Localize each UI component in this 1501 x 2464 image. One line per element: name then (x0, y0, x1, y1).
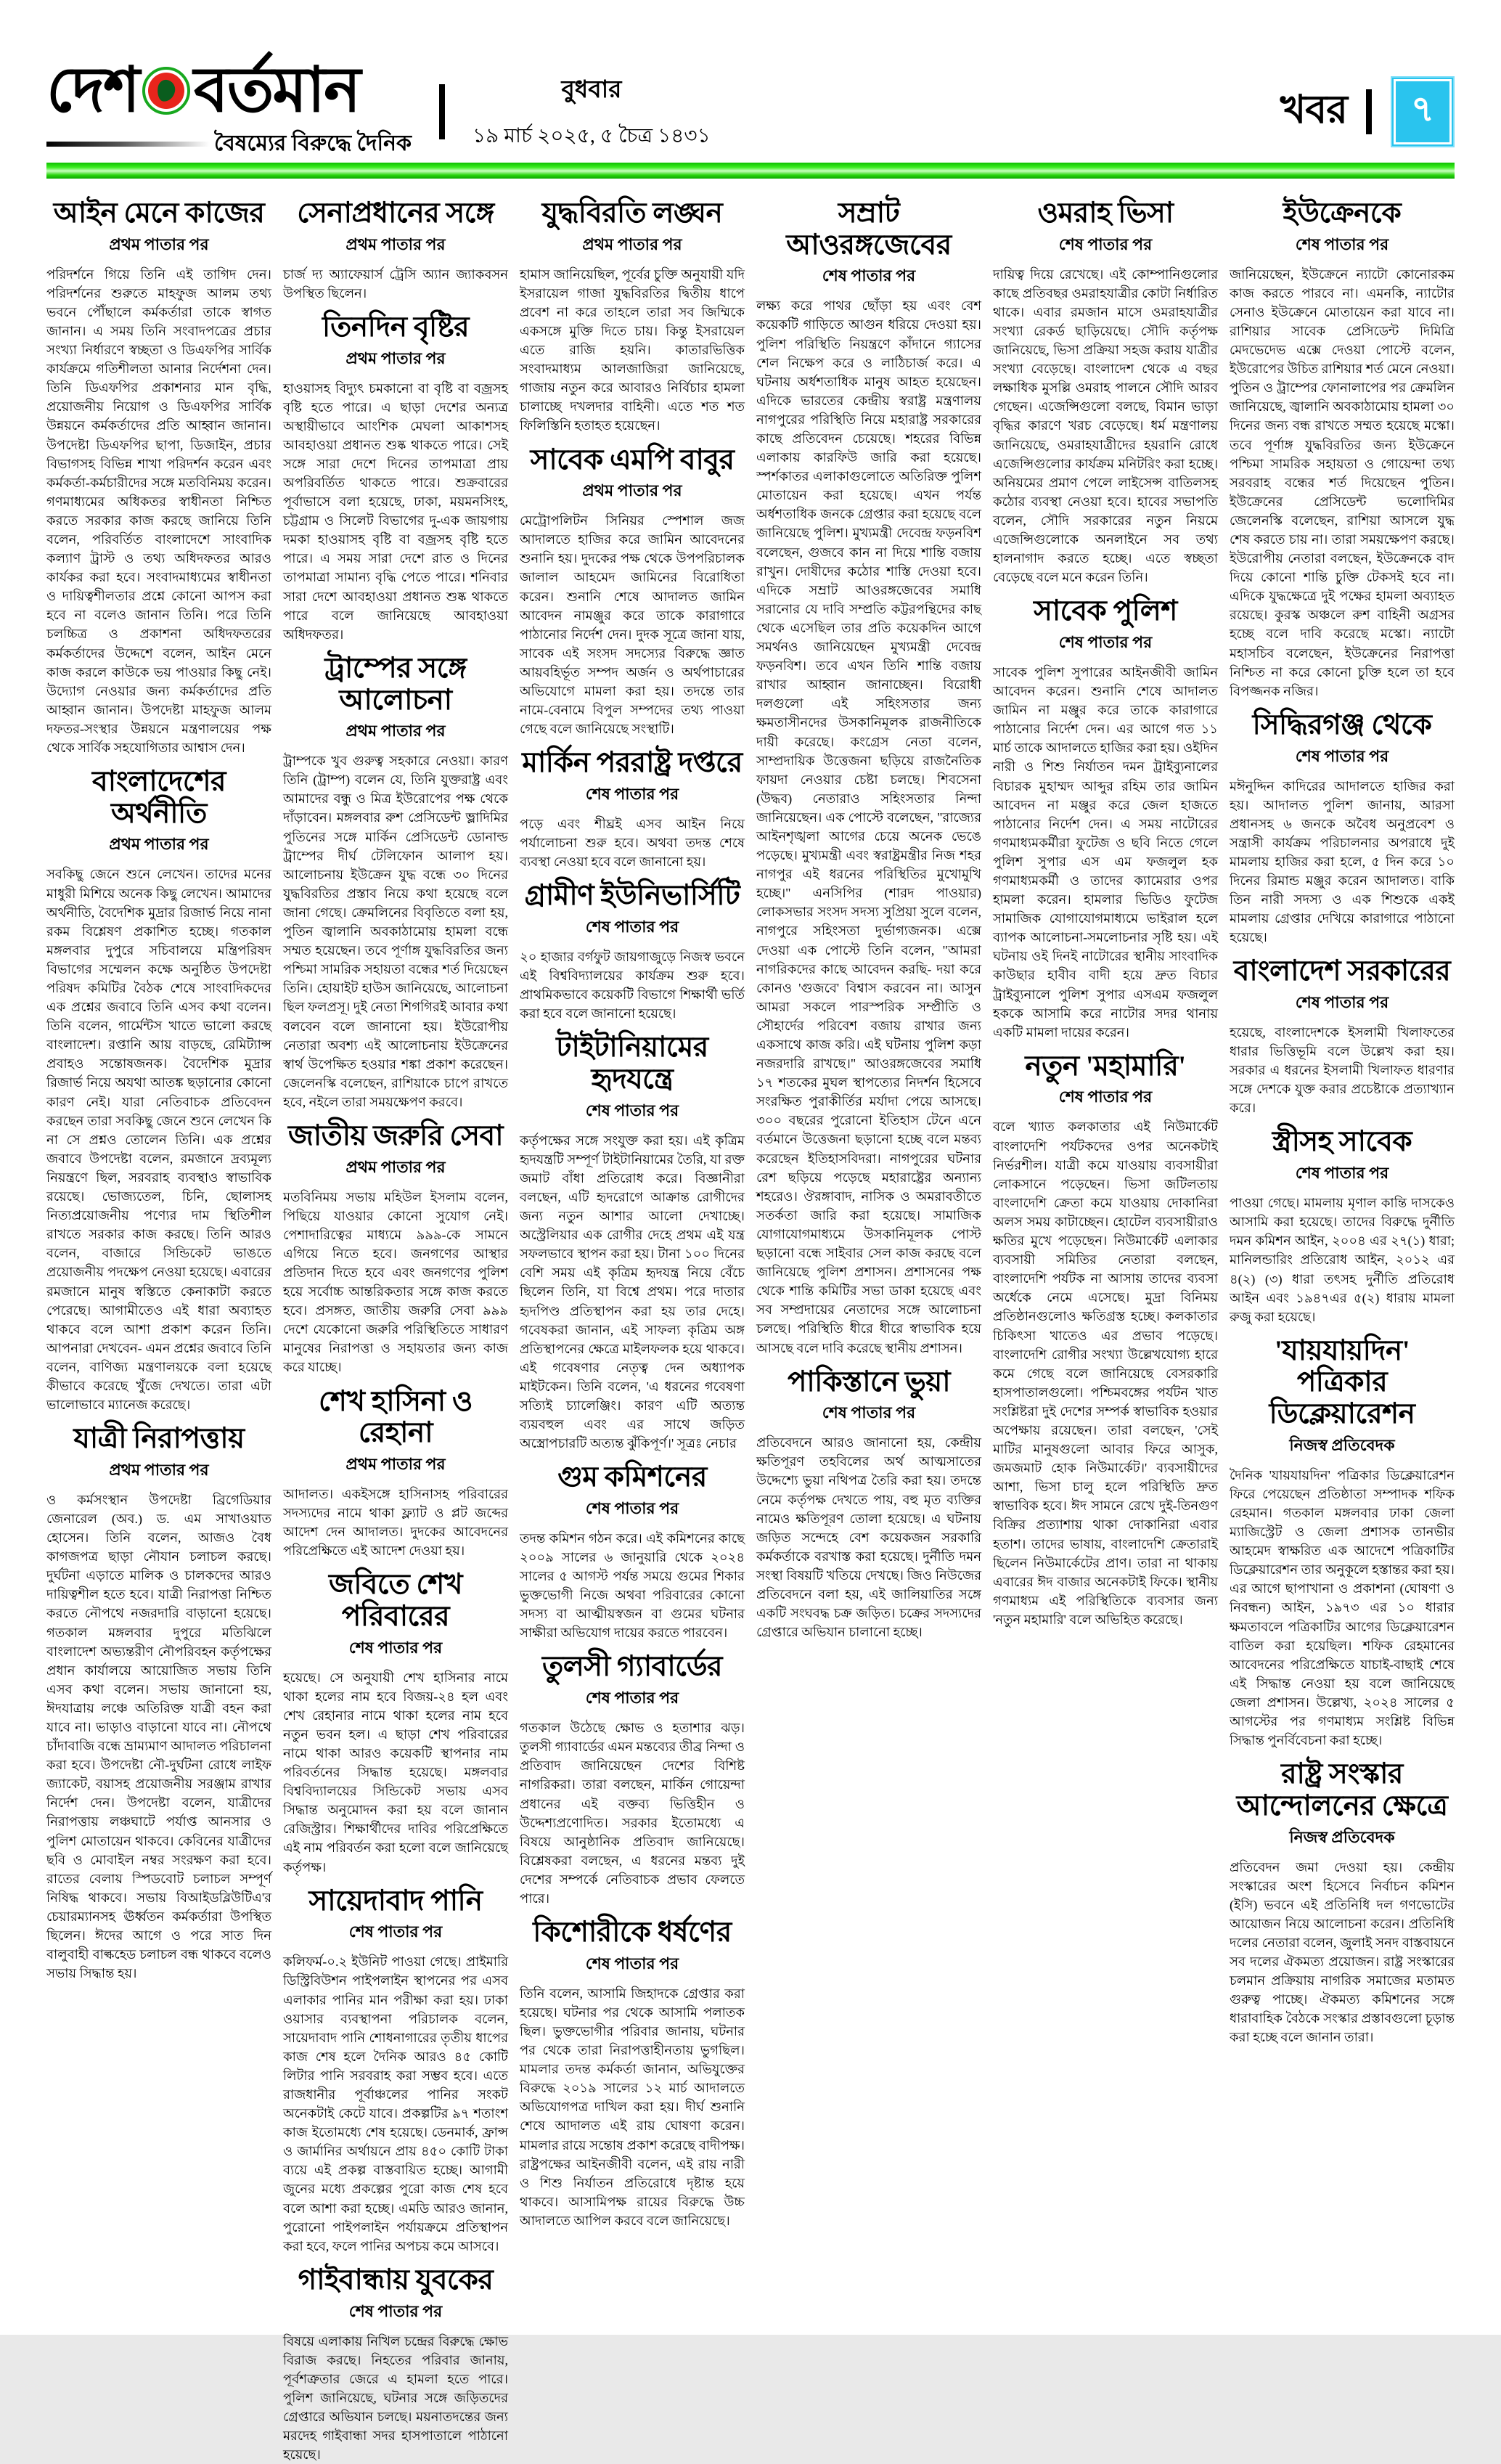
story-body: প্রতিবেদনে আরও জানানো হয়, কেন্দ্রীয় ক্ষতিপূরণ তহবিলের অর্থ আত্মসাতের উদ্দেশ্যে ভুয়া নথিপত্র তৈরি করা হয়। তদন্তে নেমে কর্তৃপক্ষ দেখতে পায়, বহু মৃত ব্যক্তির নামেও ক্ষতিপূরণ তোলা হয়েছে। এ ঘটনায় জড়িত সন্দেহে বেশ কয়েকজন সরকারি কর্মকর্তাকে বরখাস্ত করা হয়েছে। দুর্নীতি দমন সংস্থা বিষয়টি খতিয়ে দেখছে। জিও নিউজের প্রতিবেদনে বলা হয়, এই জালিয়াতির সঙ্গে একটি সংঘবদ্ধ চক্র জড়িত। চক্রের সদস্যদের গ্রেপ্তারে অভিযান চালানো হচ্ছে। (756, 1435, 981, 1640)
story-headline: ইউক্রেনকে (1283, 197, 1402, 229)
story (756, 1366, 981, 1642)
masthead-rule (46, 142, 210, 147)
story-subhead: শেষ পাতার পর (585, 784, 679, 803)
story (520, 1651, 745, 1908)
story-body: হয়েছে, বাংলাদেশকে ইসলামী খিলাফতের ধারার ভিত্তিভূমি বলে উল্লেখ করা হয়। সরকার এ ধরনের ইসলামী খিলাফত ধারণার সঙ্গে দেশকে যুক্ত করার প্রচেষ্টাকে প্রত্যাখ্যান করে। (1230, 1025, 1455, 1116)
story-headline: সম্রাট আওরঙ্গজেবের (786, 197, 952, 261)
story (1230, 1758, 1455, 2047)
story-body: লক্ষ্য করে পাথর ছোঁড়া হয় এবং বেশ কয়েকটি গাড়িতে আগুন ধরিয়ে দেওয়া হয়। পুলিশ পরিস্থিতি নিয়ন্ত্রণে কাঁদানে গ্যাসের শেল নিক্ষেপ করে ও লাঠিচার্জ করে। এ ঘটনায় অর্ধশতাধিক মানুষ আহত হয়েছেন। এদিকে ভারতের কেন্দ্রীয় স্বরাষ্ট্র মন্ত্রণালয় নাগপুরের পরিস্থিতি নিয়ে মহারাষ্ট্র সরকারের কাছে প্রতিবেদন চেয়েছে। শহরের বিভিন্ন এলাকায় কারফিউ জারি করা হয়েছে। স্পর্শকাতর এলাকাগুলোতে অতিরিক্ত পুলিশ মোতায়েন করা হয়েছে। এখন পর্যন্ত অর্ধশতাধিক জনকে গ্রেপ্তার করা হয়েছে বলে জানিয়েছে পুলিশ। মুখ্যমন্ত্রী দেবেন্দ্র ফড়নবিশ বলেছেন, গুজবে কান না দিয়ে শান্তি বজায় রাখুন। দোষীদের কঠোর শাস্তি দেওয়া হবে। এদিকে সম্রাট আওরঙ্গজেবের সমাধি সরানোর যে দাবি সম্প্রতি কট্টরপন্থিদের কাছ থেকে এসেছিল তার প্রতি কয়েকদিন আগে সমর্থনও জানিয়েছেন মুখ্যমন্ত্রী দেবেন্দ্র ফড়নবিশ। তবে এখন তিনি শান্তি বজায় রাখার আহ্বান জানাচ্ছেন। বিরোধী দলগুলো এই সহিংসতার জন্য ক্ষমতাসীনদের উসকানিমূলক রাজনীতিকে দায়ী করেছে। কংগ্রেস নেতা বলেন, সাম্প্রদায়িক উত্তেজনা ছড়িয়ে রাজনৈতিক ফায়দা নেওয়ার চেষ্টা চলছে। শিবসেনা (উদ্ধব) নেতারাও সহিংসতার নিন্দা জানিয়েছেন। এক পোস্টে বলেছেন, "রাজ্যের আইনশৃঙ্খলা আগের চেয়ে অনেক ভেঙে পড়েছে। মুখ্যমন্ত্রী এবং স্বরাষ্ট্রমন্ত্রীর নিজ শহর নাগপুর এই ধরনের পরিস্থিতির মুখোমুখি হচ্ছে।" এনসিপির (শারদ পাওয়ার) লোকসভার সংসদ সদস্য সুপ্রিয়া সুলে বলেন, নাগপুরে সহিংসতা দুর্ভাগ্যজনক। এক্সে দেওয়া এক পোস্টে তিনি বলেন, "আমরা নাগরিকদের কাছে আবেদন করছি- দয়া করে কোনও 'গুজবে' বিশ্বাস করবেন না। আসুন আমরা সকলে পারস্পরিক সম্প্রীতি ও সৌহার্দের পরিবেশ বজায় রাখার জন্য একসাথে কাজ করি। এই ঘটনায় পুলিশ কড়া নজরদারি রাখছে।" আওরঙ্গজেবের সমাধি ১৭ শতকের মুঘল স্থাপত্যের নিদর্শন হিসেবে সংরক্ষিত পুরাকীর্তির মর্যাদা পেয়ে আসছে। ৩০০ বছরের পুরোনো ইতিহাস টেনে এনে বর্তমানে উত্তেজনা ছড়ানো হচ্ছে বলে মন্তব্য করেছেন ইতিহাসবিদরা। নাগপুরের ঘটনার রেশ ছড়িয়ে পড়েছে মহারাষ্ট্রের অন্যান্য শহরেও। ঔরঙ্গাবাদ, নাসিক ও অমরাবতীতে সতর্কতা জারি করা হয়েছে। সামাজিক যোগাযোগমাধ্যমে উসকানিমূলক পোস্ট ছড়ানো বন্ধে সাইবার সেল কাজ করছে বলে জানিয়েছে পুলিশ প্রশাসন। প্রশাসনের পক্ষ থেকে শান্তি কমিটির সভা ডাকা হয়েছে এবং সব সম্প্রদায়ের নেতাদের সঙ্গে আলোচনা চলছে। পরিস্থিতি ধীরে ধীরে স্বাভাবিক হয়ে আসছে বলে দাবি করেছে স্থানীয় প্রশাসন। (756, 298, 981, 1355)
story-body: সবকিছু জেনে শুনে লেখেন। তাদের মনের মাধুরী মিশিয়ে অনেক কিছু লেখেন। আমাদের অর্থনীতি, বৈদেশিক মুদ্রার রিজার্ভ নিয়ে নানা রকম বিশ্লেষণ প্রকাশিত হচ্ছে। গতকাল মঙ্গলবার দুপুরে সচিবালয়ে মন্ত্রিপরিষদ বিভাগের সম্মেলন কক্ষে অনুষ্ঠিত উপদেষ্টা পরিষদ কমিটির বৈঠক শেষে সাংবাদিকদের এক প্রশ্নের জবাবে তিনি এসব কথা বলেন। তিনি বলেন, গার্মেন্টস খাতে ভালো করছে বাংলাদেশ। রপ্তানি আয় বাড়ছে, রেমিট্যান্স প্রবাহও সন্তোষজনক। বৈদেশিক মুদ্রার রিজার্ভ নিয়ে অযথা আতঙ্ক ছড়ানোর কোনো কারণ নেই। যারা নেতিবাচক প্রতিবেদন করছেন তারা সবকিছু জেনে শুনে লেখেন কি না সে প্রশ্নও তোলেন তিনি। এক প্রশ্নের জবাবে উপদেষ্টা বলেন, রমজানে দ্রব্যমূল্য নিয়ন্ত্রণে ছিল, সরবরাহ ব্যবস্থাও স্বাভাবিক রয়েছে। ভোজ্যতেল, চিনি, ছোলাসহ নিত্যপ্রয়োজনীয় পণ্যের দাম স্থিতিশীল রাখতে সরকার কাজ করছে। তিনি আরও বলেন, বাজারে সিন্ডিকেট ভাঙতে প্রয়োজনীয় পদক্ষেপ নেওয়া হয়েছে। এবারের রমজানে মানুষ স্বস্তিতে কেনাকাটা করতে পেরেছে। আগামীতেও এই ধারা অব্যাহত থাকবে বলে আশা প্রকাশ করেন তিনি। আপনারা দেখবেন- এমন প্রশ্নের জবাবে তিনি বলেন, বাণিজ্য মন্ত্রণালয়কে বলা হয়েছে কীভাবে করেছে খুঁজে দেখতে। তারা এটা ভালোভাবে ম্যানেজ করেছে। (46, 867, 271, 1413)
story-body: প্রতিবেদন জমা দেওয়া হয়। কেন্দ্রীয় সংস্কারের অংশ হিসেবে নির্বাচন কমিশন (ইসি) ভবনে এই প্রতিনিধি দল গণভোটের আয়োজন নিয়ে আলোচনা করেন। প্রতিনিধি দলের নেতারা বলেন, জুলাই সনদ বাস্তবায়নে সব দলের ঐকমত্য প্রয়োজন। রাষ্ট্র সংস্কারের চলমান প্রক্রিয়ায় নাগরিক সমাজের মতামত গুরুত্ব পাচ্ছে। ঐকমত্য কমিশনের সঙ্গে ধারাবাহিক বৈঠকে সংস্কার প্রস্তাবগুলো চূড়ান্ত করা হচ্ছে বলে জানান তারা। (1230, 1859, 1455, 2045)
story-subhead: শেষ পাতার পর (348, 1922, 443, 1941)
story (46, 197, 271, 757)
story (993, 197, 1218, 587)
story-headline: ওমরাহ ভিসা (1037, 197, 1174, 229)
story-headline: তিনদিন বৃষ্টির (322, 311, 470, 343)
story-headline: সেনাপ্রধানের সঙ্গে (297, 197, 494, 229)
story-headline: শেখ হাসিনা ও রেহানা (318, 1385, 473, 1449)
story-body: পড়ে এবং শীঘ্রই এসব আইন নিয়ে পর্যালোচনা শুরু হবে। অথবা তদন্ত শেষে ব্যবস্থা নেওয়া হবে বলে জানানো হয়। (520, 816, 745, 870)
story-body: তিনি বলেন, আসামি জিহাদকে গ্রেপ্তার করা হয়েছে। ঘটনার পর থেকে আসামি পলাতক ছিল। ভুক্তভোগীর পরিবার জানায়, ঘটনার পর থেকে তারা নিরাপত্তাহীনতায় ভুগছিল। মামলার তদন্ত কর্মকর্তা জানান, অভিযুক্তের বিরুদ্ধে ২০১৯ সালের ১২ মার্চ আদালতে অভিযোগপত্র দাখিল করা হয়। দীর্ঘ শুনানি শেষে আদালত এই রায় ঘোষণা করেন। মামলার রায়ে সন্তোষ প্রকাশ করেছে বাদীপক্ষ। রাষ্ট্রপক্ষের আইনজীবী বলেন, এই রায় নারী ও শিশু নির্যাতন প্রতিরোধে দৃষ্টান্ত হয়ে থাকবে। আসামিপক্ষ রায়ের বিরুদ্ধে উচ্চ আদালতে আপিল করবে বলে জানিয়েছে। (520, 1986, 745, 2228)
story-body: গতকাল উঠেছে ক্ষোভ ও হতাশার ঝড়। তুলসী গ্যাবার্ডের এমন মন্তব্যের তীব্র নিন্দা ও প্রতিবাদ জানিয়েছেন দেশের বিশিষ্ট নাগরিকরা। তারা বলছেন, মার্কিন গোয়েন্দা প্রধানের এই বক্তব্য ভিত্তিহীন ও উদ্দেশ্যপ্রণোদিত। সরকার ইতোমধ্যে এ বিষয়ে আনুষ্ঠানিক প্রতিবাদ জানিয়েছে। বিশ্লেষকরা বলছেন, এ ধরনের মন্তব্য দুই দেশের সম্পর্কে নেতিবাচক প্রভাব ফেলতে পারে। (520, 1721, 745, 1906)
story-body: কর্তৃপক্ষের সঙ্গে সংযুক্ত করা হয়। এই কৃত্রিম হৃদযন্ত্রটি সম্পূর্ণ টাইটানিয়ামের তৈরি, যা রক্ত জমাট বাঁধা প্রতিরোধ করে। বিজ্ঞানীরা বলছেন, এটি হৃদরোগে আক্রান্ত রোগীদের জন্য নতুন আশার আলো দেখাচ্ছে। অস্ট্রেলিয়ার এক রোগীর দেহে প্রথম এই যন্ত্র সফলভাবে স্থাপন করা হয়। টানা ১০০ দিনের বেশি সময় এই কৃত্রিম হৃদযন্ত্র নিয়ে বেঁচে ছিলেন তিনি, যা বিশ্বে প্রথম। পরে দাতার হৃদপিণ্ড প্রতিস্থাপন করা হয় তার দেহে। গবেষকরা জানান, এই সাফল্য কৃত্রিম অঙ্গ প্রতিস্থাপনের ক্ষেত্রে মাইলফলক হয়ে থাকবে। এই গবেষণার নেতৃত্ব দেন অধ্যাপক মাইটকেন। তিনি বলেন, 'এ ধরনের গবেষণা সত্যিই চ্যালেঞ্জিং। কারণ এটি অত্যন্ত ব্যয়বহুল এবং এর সাথে জড়িত অস্ত্রোপচারটি অত্যন্ত ঝুঁকিপূর্ণ।' সূত্রঃ নেচার (520, 1133, 745, 1451)
story (520, 747, 745, 871)
newspaper-column-2 (283, 189, 508, 2463)
story (520, 1461, 745, 1642)
story (520, 197, 745, 436)
story-headline: সায়েদাবাদ পানি (308, 1885, 483, 1917)
page-number-badge (1391, 76, 1455, 147)
story-subhead: প্রথম পাতার পর (109, 234, 209, 253)
story-subhead: প্রথম পাতার পর (345, 722, 446, 741)
story (1230, 709, 1455, 947)
story (46, 766, 271, 1414)
story-subhead: প্রথম পাতার পর (109, 835, 209, 854)
story-body: ২০ হাজার বর্গফুট জায়গাজুড়ে নিজস্ব ভবনে এই বিশ্ববিদ্যালয়ের কার্যক্রম শুরু হবে। প্রাথমিকভাবে কয়েকটি বিভাগে শিক্ষার্থী ভর্তি করা হবে বলে জানানো হয়েছে। (520, 949, 745, 1021)
story-subhead: শেষ পাতার পর (1295, 234, 1389, 253)
story-body: দৈনিক 'যায়যায়দিন' পত্রিকার ডিক্লেয়ারেশন ফিরে পেয়েছেন প্রতিষ্ঠাতা সম্পাদক শফিক রেহমান। গতকাল মঙ্গলবার ঢাকা জেলা ম্যাজিস্ট্রেট ও জেলা প্রশাসক তানভীর আহমেদ স্বাক্ষরিত এক আদেশে পত্রিকাটির ডিক্লেয়ারেশন তার অনুকূলে হস্তান্তর করা হয়। এর আগে ছাপাখানা ও প্রকাশনা (ঘোষণা ও নিবন্ধন) আইন, ১৯৭৩ এর ১০ ধারার ক্ষমতাবলে পত্রিকাটির আগের ডিক্লেয়ারেশন বাতিল করা হয়েছিল। শফিক রেহমানের আবেদনের পরিপ্রেক্ষিতে যাচাই-বাছাই শেষে এই সিদ্ধান্ত নেওয়া হয় বলে জানিয়েছে জেলা প্রশাসন। উল্লেখ্য, ২০২৪ সালের ৫ আগস্টের পর গণমাধ্যম সংশ্লিষ্ট বিভিন্ন সিদ্ধান্ত পুনর্বিবেচনা করা হচ্ছে। (1230, 1467, 1455, 1748)
header-divider-icon (439, 84, 445, 139)
story-headline: সাবেক এমপি বাবুর (530, 444, 735, 476)
story-headline: যাত্রী নিরাপত্তায় (73, 1423, 245, 1455)
story-subhead: শেষ পাতার পর (1058, 632, 1153, 651)
story-headline: গ্রামীণ ইউনিভার্সিটি (524, 880, 740, 912)
story-headline: নতুন 'মহামারি' (1025, 1050, 1186, 1082)
newspaper-column-6 (1230, 189, 1455, 2287)
story-subhead: প্রথম পাতার পর (345, 1157, 446, 1176)
story-subhead: শেষ পাতার পর (1295, 746, 1389, 765)
story-subhead: নিজস্ব প্রতিবেদক (1289, 1827, 1395, 1846)
masthead-title-part1: দেশ (46, 54, 139, 125)
story-headline: রাষ্ট্র সংস্কার আন্দোলনের ক্ষেত্রে (1236, 1758, 1448, 1822)
story-body: হাওয়াসহ বিদ্যুৎ চমকানো বা বৃষ্টি বা বজ্রসহ বৃষ্টি হতে পারে। এ ছাড়া দেশের অন্যত্র অস্থায়ীভাবে আংশিক মেঘলা আকাশসহ আবহাওয়া প্রধানত শুষ্ক থাকতে পারে। সেই সঙ্গে সারা দেশে দিনের তাপমাত্রা প্রায় অপরিবর্তিত থাকতে পারে। শুক্রবারের পূর্বাভাসে বলা হয়েছে, ঢাকা, ময়মনসিংহ, চট্টগ্রাম ও সিলেট বিভাগের দু-এক জায়গায় দমকা হাওয়াসহ বৃষ্টি বা বজ্রসহ বৃষ্টি হতে পারে। এ সময় সারা দেশে রাত ও দিনের তাপমাত্রা সামান্য বৃদ্ধি পেতে পারে। শনিবার সারা দেশে আবহাওয়া প্রধানত শুষ্ক থাকতে পারে বলে জানিয়েছে আবহাওয়া অধিদফতর। (283, 380, 508, 642)
story-subhead: শেষ পাতার পর (585, 917, 679, 936)
story (1230, 197, 1455, 701)
story-body: আদালত। একইসঙ্গে হাসিনাসহ পরিবারের সদস্যদের নামে থাকা ফ্ল্যাট ও প্লট জব্দের আদেশ দেন আদালত। দুদকের আবেদনের পরিপ্রেক্ষিতে এই আদেশ দেওয়া হয়। (283, 1486, 508, 1559)
article-grid (46, 189, 1455, 2463)
story-subhead: প্রথম পাতার পর (345, 1454, 446, 1473)
story (283, 653, 508, 1111)
masthead-title-part2: বর্তমান (193, 54, 360, 125)
story-headline: গুম কমিশনের (557, 1461, 707, 1493)
story-headline: টাইটানিয়ামের হৃদযন্ত্রে (556, 1032, 708, 1095)
story-headline: পাকিস্তানে ভুয়া (787, 1366, 951, 1398)
edition-day: বুধবার (561, 76, 622, 103)
story-subhead: শেষ পাতার পর (1295, 993, 1389, 1012)
story-subhead: প্রথম পাতার পর (109, 1460, 209, 1479)
story-body: দায়িত্ব দিয়ে রেখেছে। এই কোম্পানিগুলোর কাছে প্রতিবছর ওমরাহযাত্রীর কোটা নির্ধারিত থাকে। এবার রমজান মাসে ওমরাহযাত্রীর সংখ্যা রেকর্ড ছাড়িয়েছে। সৌদি কর্তৃপক্ষ জানিয়েছে, ভিসা প্রক্রিয়া সহজ করায় যাত্রীর সংখ্যা বেড়েছে। বাংলাদেশ থেকে এ বছর লক্ষাধিক মুসল্লি ওমরাহ পালনে সৌদি আরব গেছেন। এজেন্সিগুলো বলছে, বিমান ভাড়া বৃদ্ধির কারণে খরচ বেড়েছে। ধর্ম মন্ত্রণালয় জানিয়েছে, ওমরাহযাত্রীদের হয়রানি রোধে এজেন্সিগুলোর কার্যক্রম মনিটরিং করা হচ্ছে। অনিয়মের প্রমাণ পেলে লাইসেন্স বাতিলসহ কঠোর ব্যবস্থা নেওয়া হবে। হাবের সভাপতি বলেন, সৌদি সরকারের নতুন নিয়মে এজেন্সিগুলোকে অনলাইনে সব তথ্য হালনাগাদ করতে হচ্ছে। এতে স্বচ্ছতা বেড়েছে বলে মনে করেন তিনি। (993, 266, 1218, 585)
story-subhead: প্রথম পাতার পর (345, 234, 446, 253)
story-subhead: শেষ পাতার পর (1058, 234, 1153, 253)
newspaper-column-1 (46, 189, 271, 2287)
story-subhead: শেষ পাতার পর (1295, 1164, 1389, 1183)
masthead-logo-block (46, 54, 412, 163)
accent-bar (46, 163, 1455, 179)
story (993, 595, 1218, 1042)
story-body: কলিফর্ম-০.২ ইউনিট পাওয়া গেছে। প্রাইমারি ডিস্ট্রিবিউশন পাইপলাইন স্থাপনের পর এসব এলাকার পানির মান পরীক্ষা করা হয়। ঢাকা ওয়াসার ব্যবস্থাপনা পরিচালক বলেন, সায়েদাবাদ পানি শোধনাগারের তৃতীয় ধাপের কাজ শেষ হলে দৈনিক আরও ৪৫ কোটি লিটার পানি সরবরাহ করা সম্ভব হবে। এতে রাজধানীর পূর্বাঞ্চলের পানির সংকট অনেকটাই কেটে যাবে। প্রকল্পটির ৯৭ শতাংশ কাজ ইতোমধ্যে শেষ হয়েছে। ডেনমার্ক, ফ্রান্স ও জার্মানির অর্থায়নে প্রায় ৪৫০ কোটি টাকা ব্যয়ে এই প্রকল্প বাস্তবায়িত হচ্ছে। আগামী জুনের মধ্যে প্রকল্পের পুরো কাজ শেষ হবে বলে আশা করা হচ্ছে। এমডি আরও জানান, পুরোনো পাইপলাইন পর্যায়ক্রমে প্রতিস্থাপন করা হবে, ফলে পানির অপচয় কমে আসবে। (283, 1954, 508, 2253)
story (283, 1120, 508, 1377)
story-body: পরিদর্শনে গিয়ে তিনি এই তাগিদ দেন। পরিদর্শনের শুরুতে মাহফুজ আলম তথ্য ভবনে পৌঁছালে কর্মকর্তারা তাকে স্বাগত জানান। এ সময় তিনি সংবাদপত্রের প্রচার সংখ্যা নির্ধারণে স্বচ্ছতা ও ডিএফপির সার্বিক কার্যক্রমে গতিশীলতা আনার নির্দেশনা দেন। তিনি ডিএফপির প্রকাশনার মান বৃদ্ধি, প্রয়োজনীয় নিয়োগ ও ডিএফপির সার্বিক উন্নয়নে কর্মকর্তাদের প্রতি আহ্বান জানান। উপদেষ্টা ডিএফপির ছাপা, ডিজাইন, প্রচার বিভাগসহ বিভিন্ন শাখা পরিদর্শন করেন এবং কর্মকর্তা-কর্মচারীদের সঙ্গে মতবিনিময় করেন। গণমাধ্যমের অধিকতর স্বাধীনতা নিশ্চিত করতে সরকার কাজ করছে জানিয়ে তিনি বলেন, পরিবর্তিত বাংলাদেশে সাংবাদিক কল্যাণ ট্রাস্ট ও তথ্য অধিদফতর আরও কার্যকর করা হবে। সংবাদমাধ্যমের স্বাধীনতা ও দায়িত্বশীলতার প্রশ্নে কোনো আপস করা হবে না বলেও জানান তিনি। পরে তিনি চলচ্চিত্র ও প্রকাশনা অধিদফতরের কর্মকর্তাদের উদ্দেশে বলেন, আইন মেনে কাজ করলে কাউকে ভয় পাওয়ার কিছু নেই। উদ্যোগ নেওয়ার জন্য কর্মকর্তাদের প্রতি আহ্বান জানান। উপদেষ্টা মাহফুজ আলম দফতর-সংস্থার উন্নয়নে মন্ত্রণালয়ের পক্ষ থেকে সার্বিক সহযোগিতার আশ্বাস দেন। (46, 266, 271, 756)
story-subhead: শেষ পাতার পর (348, 2301, 443, 2320)
masthead-tagline: বৈষম্যের বিরুদ্ধে দৈনিক (214, 131, 412, 156)
story (993, 1051, 1218, 1629)
story-headline: কিশোরীকে ধর্ষণের (533, 1917, 732, 1949)
story (283, 1386, 508, 1561)
story-subhead: প্রথম পাতার পর (345, 348, 446, 367)
story-subhead: প্রথম পাতার পর (582, 481, 682, 500)
story-headline: যুদ্ধবিরতি লঙ্ঘন (541, 197, 723, 229)
section-title: খবর (1280, 88, 1347, 131)
story-subhead: শেষ পাতার পর (585, 1101, 679, 1119)
story-headline: বাংলাদেশ সরকারের (1233, 955, 1451, 987)
story-headline: 'যায়যায়দিন' পত্রিকার ডিক্লেয়ারেশন (1269, 1334, 1415, 1430)
story (520, 880, 745, 1023)
story (520, 1917, 745, 2230)
story-headline: গাইবান্ধায় যুবকের (298, 2264, 494, 2296)
story-headline: সিদ্ধিরগঞ্জ থেকে (1252, 709, 1432, 741)
edition-date: ১৯ মার্চ ২০২৫, ৫ চৈত্র ১৪৩১ (473, 124, 711, 147)
story-headline: জাতীয় জরুরি সেবা (287, 1119, 504, 1151)
story (283, 311, 508, 644)
story (283, 1885, 508, 2256)
story-body: ও কর্মসংস্থান উপদেষ্টা ব্রিগেডিয়ার জেনারেল (অব.) ড. এম সাখাওয়াত হোসেন। তিনি বলেন, আজও বৈধ কাগজপত্র ছাড়া নৌযান চলাচল করছে। দুর্ঘটনা এড়াতে মালিক ও চালকদের আরও দায়িত্বশীল হতে হবে। যাত্রী নিরাপত্তা নিশ্চিত করতে নৌপথে নজরদারি বাড়ানো হয়েছে। গতকাল মঙ্গলবার দুপুরে মতিঝিলে বাংলাদেশ অভ্যন্তরীণ নৌপরিবহন কর্তৃপক্ষের প্রধান কার্যালয়ে আয়োজিত সভায় তিনি এসব কথা বলেন। সভায় জানানো হয়, ঈদযাত্রায় লঞ্চে অতিরিক্ত যাত্রী বহন করা যাবে না। ভাড়াও বাড়ানো যাবে না। নৌপথে চাঁদাবাজি বন্ধে ভ্রাম্যমাণ আদালত পরিচালনা করা হবে। উপদেষ্টা নৌ-দুর্ঘটনা রোধে লাইফ জ্যাকেট, বয়াসহ প্রয়োজনীয় সরঞ্জাম রাখার নির্দেশ দেন। উপদেষ্টা বলেন, যাত্রীদের নিরাপত্তায় লঞ্চঘাটে পর্যাপ্ত আনসার ও পুলিশ মোতায়েন থাকবে। কেবিনের যাত্রীদের ছবি ও মোবাইল নম্বর সংরক্ষণ করা হবে। রাতের বেলায় স্পিডবোট চলাচল সম্পূর্ণ নিষিদ্ধ থাকবে। সভায় বিআইডব্লিউটিএ'র চেয়ারম্যানসহ ঊর্ধ্বতন কর্মকর্তারা উপস্থিত ছিলেন। ঈদের আগে ও পরে সাত দিন বালুবাহী বাল্কহেড চলাচল বন্ধ থাকবে বলেও সভায় সিদ্ধান্ত হয়। (46, 1492, 271, 1981)
story-body: মেট্রোপলিটন সিনিয়র স্পেশাল জজ আদালতে হাজির করে জামিন আবেদনের শুনানি হয়। দুদকের পক্ষ থেকে উপপরিচালক জালাল আহমেদ জামিনের বিরোধিতা করেন। শুনানি শেষে আদালত জামিন আবেদন নামঞ্জুর করে তাকে কারাগারে পাঠানোর নির্দেশ দেন। দুদক সূত্রে জানা যায়, সাবেক এই সংসদ সদস্যের বিরুদ্ধে জ্ঞাত আয়বহির্ভূত সম্পদ অর্জন ও অর্থপাচারের অভিযোগে মামলা করা হয়। তদন্তে তার নামে-বেনামে বিপুল সম্পদের তথ্য পাওয়া গেছে বলে জানিয়েছে সংস্থাটি। (520, 513, 745, 737)
story-body: চার্জ দ্য অ্যাফেয়ার্স ট্রেসি অ্যান জ্যাকবসন উপস্থিত ছিলেন। (283, 266, 508, 301)
story-subhead: শেষ পাতার পর (585, 1689, 679, 1708)
newspaper-column-4 (756, 189, 981, 2287)
story-headline: স্ত্রীসহ সাবেক (1272, 1126, 1412, 1158)
page-number: ৭ (1394, 79, 1452, 144)
story (756, 197, 981, 1358)
story-subhead: নিজস্ব প্রতিবেদক (1289, 1435, 1395, 1454)
masthead-logo-icon (142, 67, 190, 115)
story-body: বিষয়ে এলাকায় নিখিল চন্দ্রের বিরুদ্ধে ক্ষোভ বিরাজ করছে। নিহতের পরিবার জানায়, পূর্বশত্রুতার জেরে এ হামলা হতে পারে। পুলিশ জানিয়েছে, ঘটনার সঙ্গে জড়িতদের গ্রেপ্তারে অভিযান চলছে। ময়নাতদন্তের জন্য মরদেহ গাইবান্ধা সদর হাসপাতালে পাঠানো হয়েছে। (283, 2333, 508, 2463)
story-body: পাওয়া গেছে। মামলায় মৃণাল কান্তি দাসকেও আসামি করা হয়েছে। তাদের বিরুদ্ধে দুর্নীতি দমন কমিশন আইন, ২০০৪ এর ২৭(১) ধারা; মানিলন্ডারিং প্রতিরোধ আইন, ২০১২ এর ৪(২) (৩) ধারা তৎসহ দুর্নীতি প্রতিরোধ আইন এবং ১৯৪৭এর ৫(২) ধারায় মামলা রুজু করা হয়েছে। (1230, 1196, 1455, 1324)
story (1230, 1335, 1455, 1750)
story-headline: জবিতে শেখ পরিবারের (329, 1569, 462, 1632)
story-body: মতবিনিময় সভায় মহিউল ইসলাম বলেন, পিছিয়ে যাওয়ার কোনো সুযোগ নেই। পেশাদারিত্বের মাধ্যমে ৯৯৯-কে সামনে এগিয়ে নিতে হবে। জনগণের আস্থার প্রতিদান দিতে হবে এবং জনগণের পুলিশ হয়ে সর্বোচ্চ আন্তরিকতার সঙ্গে কাজ করতে হবে। প্রসঙ্গত, জাতীয় জরুরি সেবা ৯৯৯ দেশে যেকোনো জরুরি পরিস্থিতিতে সাধারণ মানুষের নিরাপত্তা ও সহায়তার জন্য কাজ করে যাচ্ছে। (283, 1189, 508, 1375)
story-subhead: প্রথম পাতার পর (582, 234, 682, 253)
story-subhead: শেষ পাতার পর (348, 1638, 443, 1657)
story-body: বলে খ্যাত কলকাতার এই নিউমার্কেট বাংলাদেশি পর্যটকদের ওপর অনেকটাই নির্ভরশীল। যাত্রী কমে যাওয়ায় ব্যবসায়ীরা লোকসানে পড়েছেন। ভিসা জটিলতায় বাংলাদেশি ক্রেতা কমে যাওয়ায় দোকানিরা অলস সময় কাটাচ্ছেন। হোটেল ব্যবসায়ীরাও ক্ষতির মুখে পড়েছেন। নিউমার্কেট এলাকার ব্যবসায়ী সমিতির নেতারা বলছেন, বাংলাদেশি পর্যটক না আসায় তাদের ব্যবসা অর্ধেকে নেমে এসেছে। মুদ্রা বিনিময় প্রতিষ্ঠানগুলোও ক্ষতিগ্রস্ত হচ্ছে। কলকাতার চিকিৎসা খাতেও এর প্রভাব পড়েছে। বাংলাদেশি রোগীর সংখ্যা উল্লেখযোগ্য হারে কমে গেছে বলে জানিয়েছে বেসরকারি হাসপাতালগুলো। পশ্চিমবঙ্গের পর্যটন খাত সংশ্লিষ্টরা দুই দেশের সম্পর্ক স্বাভাবিক হওয়ার অপেক্ষায় রয়েছেন। তারা বলছেন, 'সেই মাটির মানুষগুলো আবার ফিরে আসুক, জমজমাট হোক নিউমার্কেট।' ব্যবসায়ীদের আশা, ভিসা চালু হলে পরিস্থিতি দ্রুত স্বাভাবিক হবে। ঈদ সামনে রেখে দুই-তিনগুণ বিক্রির প্রত্যাশায় থাকা দোকানিরা এবার হতাশ। তাদের ভাষায়, বাংলাদেশি ক্রেতারাই ছিলেন নিউমার্কেটের প্রাণ। তারা না থাকায় এবারের ঈদ বাজার অনেকটাই ফিকে। স্থানীয় গণমাধ্যম এই পরিস্থিতিকে ব্যবসার জন্য 'নতুন মহামারি' বলে অভিহিত করেছে। (993, 1119, 1218, 1627)
story (1230, 1126, 1455, 1326)
section-divider-icon (1366, 89, 1372, 134)
story-body: হামাস জানিয়েছিল, পূর্বের চুক্তি অনুযায়ী যদি ইসরায়েল গাজা যুদ্ধবিরতির দ্বিতীয় ধাপে প্রবেশ না করে তাহলে তারা সব জিম্মিকে একসঙ্গে মুক্তি দিতে চায়। কিন্তু ইসরায়েল এতে রাজি হয়নি। কাতারভিত্তিক সংবাদমাধ্যম আলজাজিরা জানিয়েছে, গাজায় নতুন করে আবারও নির্বিচার হামলা চালাচ্ছে দখলদার বাহিনী। এতে শত শত ফিলিস্তিনি হতাহত হয়েছেন। (520, 266, 745, 433)
story (1230, 955, 1455, 1117)
story-body: হয়েছে। সে অনুযায়ী শেখ হাসিনার নামে থাকা হলের নাম হবে বিজয়-২৪ হল এবং শেখ রেহানার নামে থাকা হলের নাম হবে নতুন ভবন হল। এ ছাড়া শেখ পরিবারের নামে থাকা আরও কয়েকটি স্থাপনার নাম পরিবর্তনের সিদ্ধান্ত হয়েছে। মঙ্গলবার বিশ্ববিদ্যালয়ের সিন্ডিকেট সভায় এসব সিদ্ধান্ত অনুমোদন করা হয় বলে জানান রেজিস্ট্রার। শিক্ষার্থীদের দাবির পরিপ্রেক্ষিতে এই নাম পরিবর্তন করা হলো বলে জানিয়েছে কর্তৃপক্ষ। (283, 1670, 508, 1874)
story-subhead: শেষ পাতার পর (1058, 1088, 1153, 1106)
story-headline: বাংলাদেশের অর্থনীতি (91, 766, 226, 829)
story (46, 1423, 271, 1983)
story (283, 2264, 508, 2464)
masthead (46, 54, 1455, 158)
story-headline: মার্কিন পররাষ্ট্র দপ্তরে (522, 747, 743, 779)
story-subhead: শেষ পাতার পর (822, 1403, 916, 1422)
story-headline: সাবেক পুলিশ (1034, 595, 1177, 627)
story-body: ট্রাম্পকে খুব গুরুত্ব সহকারে নেওয়া। কারণ তিনি (ট্রাম্প) বলেন যে, তিনি যুক্তরাষ্ট্র এবং আমাদের বন্ধু ও মিত্র ইউরোপের পক্ষ থেকে দাঁড়াবেন। মঙ্গলবার রুশ প্রেসিডেন্ট ভ্লাদিমির পুতিনের সঙ্গে মার্কিন প্রেসিডেন্ট ডোনাল্ড ট্রাম্পের দীর্ঘ টেলিফোন আলাপ হয়। আলোচনায় ইউক্রেন যুদ্ধ বন্ধে ৩০ দিনের যুদ্ধবিরতির প্রস্তাব নিয়ে কথা হয়েছে বলে জানা গেছে। ক্রেমলিনের বিবৃতিতে বলা হয়, পুতিন জ্বালানি অবকাঠামোয় হামলা বন্ধে সম্মত হয়েছেন। তবে পূর্ণাঙ্গ যুদ্ধবিরতির জন্য পশ্চিমা সামরিক সহায়তা বন্ধের শর্ত দিয়েছেন তিনি। হোয়াইট হাউস জানিয়েছে, আলোচনা ছিল ফলপ্রসূ। দুই নেতা শিগগিরই আবার কথা বলবেন বলে জানানো হয়। ইউরোপীয় নেতারা অবশ্য এই আলোচনায় ইউক্রেনের স্বার্থ উপেক্ষিত হওয়ার শঙ্কা প্রকাশ করেছেন। জেলেনস্কি বলেছেন, রাশিয়াকে চাপে রাখতে হবে, নইলে তারা সময়ক্ষেপণ করবে। (283, 754, 508, 1109)
story (520, 444, 745, 739)
story-body: মঈনুদ্দিন কাদিরের আদালতে হাজির করা হয়। আদালত পুলিশ জানায়, আরসা প্রধানসহ ৬ জনকে অবৈধ অনুপ্রবেশ ও সন্ত্রাসী কার্যক্রম পরিচালনার অপরাধে দুই মামলায় হাজির করা হলে, ৫ দিন করে ১০ দিনের রিমান্ড মঞ্জুর করেন আদালত। বাকি তিন নারী সদস্য ও এক শিশুকে একই মামলায় গ্রেপ্তার দেখিয়ে কারাগারে পাঠানো হয়েছে। (1230, 778, 1455, 945)
story (283, 1569, 508, 1876)
story-subhead: শেষ পাতার পর (585, 1498, 679, 1517)
story-headline: ট্রাম্পের সঙ্গে আলোচনা (324, 652, 467, 716)
story-subhead: শেষ পাতার পর (585, 1954, 679, 1973)
story-body: সাবেক পুলিশ সুপারের আইনজীবী জামিন আবেদন করেন। শুনানি শেষে আদালত জামিন না মঞ্জুর করে তাকে কারাগারে পাঠানোর নির্দেশ দেন। এর আগে গত ১১ মার্চ তাকে আদালতে হাজির করা হয়। ওইদিন নারী ও শিশু নির্যাতন দমন ট্রাইব্যুনালের বিচারক মুহাম্মদ আব্দুর রহিম তার জামিন আবেদন না মঞ্জুর করে জেল হাজতে পাঠানোর নির্দেশ দেন। এ সময় নাটোরের গণমাধ্যমকর্মীরা ফুটেজ ও ছবি নিতে গেলে পুলিশ সুপার এস এম ফজলুল হক গণমাধ্যমকর্মী ও তাদের ক্যামেরার ওপর হামলা করেন। হামলার ভিডিও ফুটেজ সামাজিক যোগাযোগমাধ্যমে ভাইরাল হলে ব্যাপক আলোচনা-সমলোচনার সৃষ্টি হয়। এই ঘটনায় ওই দিনই নাটোরের স্থানীয় সাংবাদিক কাউছার হাবীব বাদী হয়ে দ্রুত বিচার ট্রাইব্যুনালে পুলিশ সুপার এসএম ফজলুল হককে আসামি করে নাটোর সদর থানায় একটি মামলা দায়ের করেন। (993, 664, 1218, 1040)
story (520, 1032, 745, 1453)
newspaper-column-3 (520, 189, 745, 2287)
newspaper-column-5 (993, 189, 1218, 2287)
story (283, 197, 508, 303)
story-body: জানিয়েছেন, ইউক্রেনে ন্যাটো কোনোরকম কাজ করতে পারবে না। এমনকি, ন্যাটোর সেনাও ইউক্রেনে মোতায়েন করা যাবে না। রাশিয়ার সাবেক প্রেসিডেন্ট দিমিত্রি মেদভেদেভ এক্সে দেওয়া পোস্টে বলেন, ইউরোপের উচিত রাশিয়ার শর্ত মেনে নেওয়া। পুতিন ও ট্রাম্পের ফোনালাপের পর ক্রেমলিন জানিয়েছে, জ্বালানি অবকাঠামোয় হামলা ৩০ দিনের জন্য বন্ধ রাখতে সম্মত হয়েছে মস্কো। তবে পূর্ণাঙ্গ যুদ্ধবিরতির জন্য ইউক্রেনে পশ্চিমা সামরিক সহায়তা ও গোয়েন্দা তথ্য সরবরাহ বন্ধের শর্ত দিয়েছেন পুতিন। ইউক্রেনের প্রেসিডেন্ট ভলোদিমির জেলেনস্কি বলেছেন, রাশিয়া আসলে যুদ্ধ শেষ করতে চায় না। তারা সময়ক্ষেপণ করছে। ইউরোপীয় নেতারা বলছেন, ইউক্রেনকে বাদ দিয়ে কোনো শান্তি চুক্তি টেকসই হবে না। এদিকে যুদ্ধক্ষেত্রে দুই পক্ষের হামলা অব্যাহত রয়েছে। কুরস্ক অঞ্চলে রুশ বাহিনী অগ্রসর হচ্ছে বলে দাবি করেছে মস্কো। ন্যাটো মহাসচিব বলেছেন, ইউক্রেনের নিরাপত্তা নিশ্চিত না করে কোনো চুক্তি হলে তা হবে বিপজ্জনক নজির। (1230, 266, 1455, 698)
edition-block (473, 70, 711, 154)
story-body: তদন্ত কমিশন গঠন করে। এই কমিশনের কাছে ২০০৯ সালের ৬ জানুয়ারি থেকে ২০২৪ সালের ৫ আগস্ট পর্যন্ত সময়ে গুমের শিকার ভুক্তভোগী নিজে অথবা পরিবারের কোনো সদস্য বা আত্মীয়স্বজন বা গুমের ঘটনার সাক্ষীরা অভিযোগ দায়ের করতে পারবেন। (520, 1530, 745, 1641)
story-subhead: শেষ পাতার পর (822, 266, 916, 285)
story-headline: তুলসী গ্যাবার্ডের (541, 1651, 723, 1683)
story-headline: আইন মেনে কাজের (53, 197, 265, 229)
